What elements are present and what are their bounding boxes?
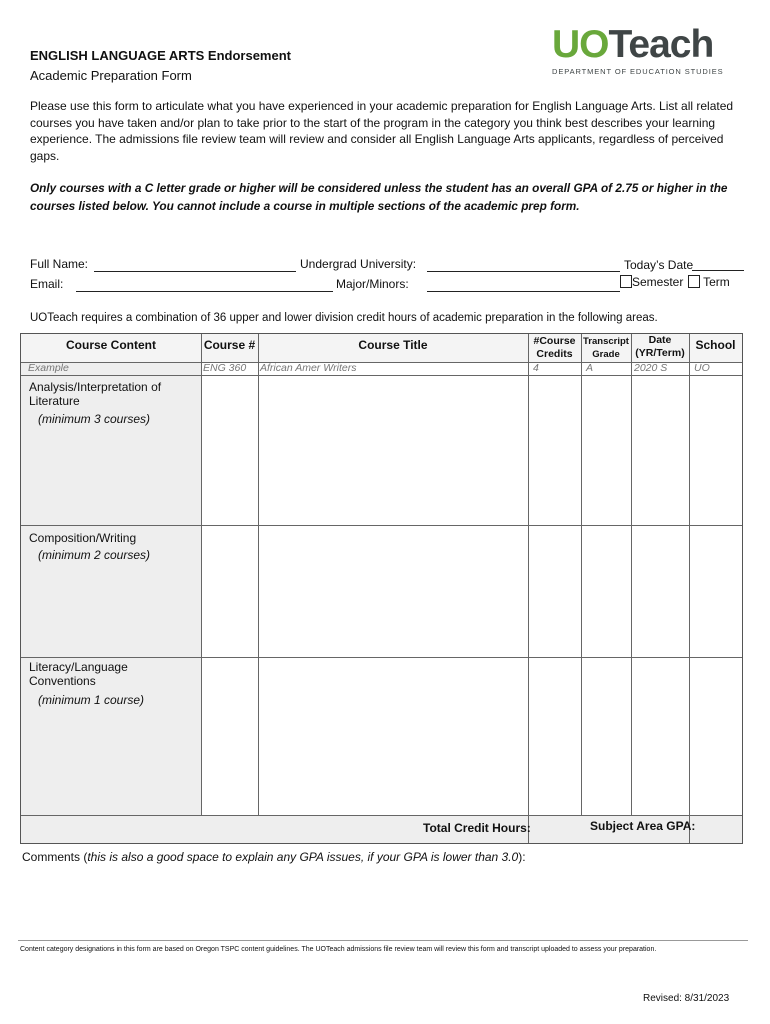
email-label: Email: — [30, 277, 64, 291]
category-composition-minimum: (minimum 2 courses) — [38, 548, 151, 562]
date-field[interactable] — [692, 270, 744, 271]
header-credits-line2: Credits — [536, 348, 573, 360]
header-grade — [581, 335, 631, 361]
header-course-title: Course Title — [358, 338, 428, 352]
example-grade: A — [586, 362, 594, 374]
example-course-number: ENG 360 — [203, 362, 247, 374]
term-label: Term — [703, 275, 730, 289]
header-grade-line2: Grade — [592, 349, 620, 360]
category-analysis-line2: Literature — [29, 394, 80, 408]
example-course-title: African Amer Writers — [260, 362, 357, 374]
requirement-text: UOTeach requires a combination of 36 upper and lower division credit hours of academic preparation in the following areas. — [30, 312, 658, 324]
header-credits — [528, 335, 581, 361]
header-date-line2: (YR/Term) — [635, 347, 685, 359]
comments-prefix: Comments ( — [22, 850, 88, 864]
category-literacy-line2: Conventions — [29, 674, 96, 688]
revised-date: Revised: 8/31/2023 — [643, 993, 730, 1004]
semester-label: Semester — [632, 275, 684, 289]
major-label: Major/Minors: — [336, 277, 409, 291]
uoteach-logo — [552, 24, 732, 76]
full-name-field[interactable] — [94, 271, 296, 272]
example-credits: 4 — [533, 362, 539, 374]
email-field[interactable] — [76, 291, 333, 292]
semester-checkbox[interactable] — [620, 275, 632, 288]
logo-uo-text: UO — [552, 23, 609, 66]
form-title: ENGLISH LANGUAGE ARTS Endorsement — [30, 48, 291, 63]
example-school: UO — [694, 362, 710, 374]
comments-note: this is also a good space to explain any GPA issues, if your GPA is lower than 3.0 — [87, 850, 519, 864]
header-course-content: Course Content — [66, 338, 156, 352]
category-analysis-minimum: (minimum 3 courses) — [38, 412, 151, 426]
course-table — [20, 333, 743, 844]
grade-notice: Only courses with a C letter grade or higher will be considered unless the student has an overall GPA of 2.75 or higher in the courses listed below. You cannot include a course in multiple sections of the academic prep form. — [30, 181, 728, 213]
total-credit-hours-label: Total Credit Hours: — [423, 821, 531, 835]
category-literacy — [29, 660, 128, 688]
form-subtitle: Academic Preparation Form — [30, 68, 192, 83]
header-course-number: Course # — [203, 338, 256, 352]
comments-suffix: ): — [518, 850, 526, 864]
full-name-label: Full Name: — [30, 257, 89, 271]
example-date: 2020 S — [634, 362, 668, 374]
category-composition-line1: Composition/Writing — [29, 531, 137, 545]
category-analysis — [29, 380, 161, 408]
comments-label — [22, 850, 526, 864]
university-label: Undergrad University: — [300, 257, 417, 271]
category-composition — [29, 531, 136, 545]
footer-divider — [18, 940, 748, 941]
logo-teach-text: Teach — [608, 23, 714, 66]
subject-area-gpa-label: Subject Area GPA: — [590, 819, 696, 833]
semester-option[interactable] — [620, 275, 683, 289]
header-date — [631, 334, 689, 360]
university-field[interactable] — [427, 271, 620, 272]
major-field[interactable] — [427, 291, 620, 292]
header-credits-line1: #Course — [533, 335, 576, 347]
category-literacy-line1: Literacy/Language — [29, 660, 128, 674]
category-literacy-minimum: (minimum 1 course) — [38, 693, 145, 707]
header-school: School — [695, 338, 736, 352]
intro-paragraph: Please use this form to articulate what you have experienced in your academic preparation for English Language Arts. List all related courses you have taken and/or plan to take prior to the start of the program in the category you think best describes your learning experience. The admissions file review team will review and consider all English Language Arts applicants, regardless of perceived gaps. — [30, 99, 734, 163]
term-checkbox[interactable] — [688, 275, 700, 288]
header-grade-line1: Transcript — [583, 336, 629, 347]
logo-department: DEPARTMENT OF EDUCATION STUDIES — [552, 67, 724, 76]
term-option[interactable] — [688, 275, 730, 289]
category-analysis-line1: Analysis/Interpretation of — [29, 380, 162, 394]
date-label: Today’s Date — [624, 258, 694, 272]
example-label: Example — [28, 362, 69, 374]
footer-fine-print: Content category designations in this form are based on Oregon TSPC content guidelines. The UOTeach admissions file review team will review this form and transcript uploaded to assess your preparation. — [20, 946, 657, 953]
header-date-line1: Date — [648, 334, 672, 346]
